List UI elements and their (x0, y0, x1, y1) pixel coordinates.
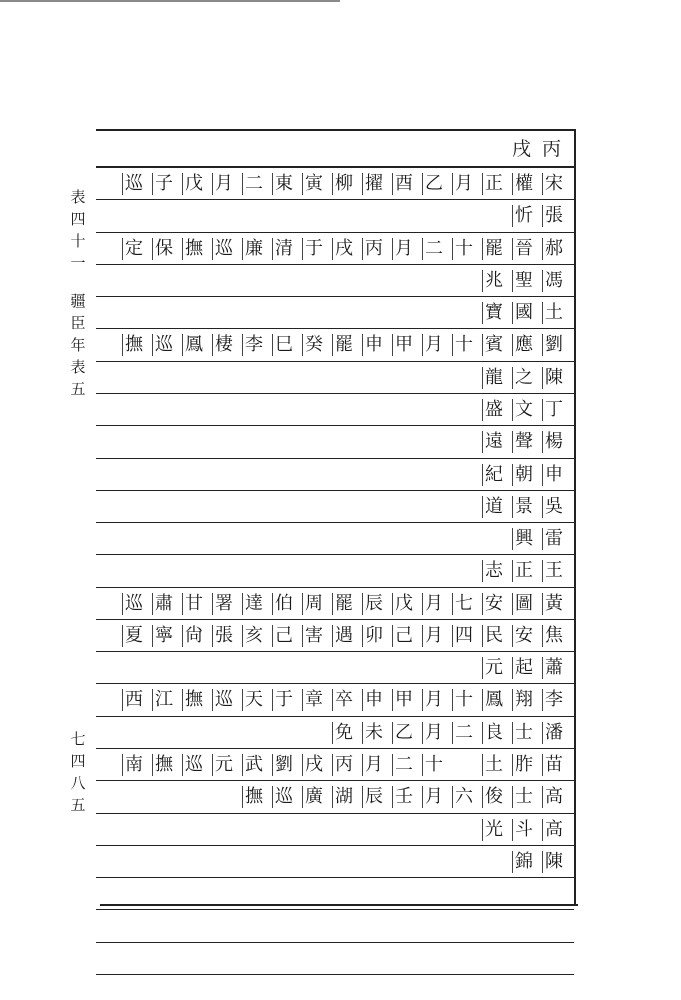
table-row (96, 394, 580, 426)
table-cell: 土 (542, 302, 565, 324)
table-cell: 壬 (392, 786, 415, 808)
table-cell: 罷 (332, 334, 355, 356)
table-row (96, 781, 580, 813)
table-cell: 鳳 (182, 334, 205, 356)
table-cell: 鳳 (482, 689, 505, 711)
table-cell: 肅 (152, 593, 175, 615)
table-cell: 紀 (482, 464, 505, 486)
margin-char: 十 (70, 232, 86, 250)
table-row (96, 588, 580, 620)
table-cell: 六 (452, 786, 475, 808)
table-cell: 陳 (542, 851, 565, 873)
row-rule (96, 974, 574, 975)
table-row (96, 168, 580, 200)
table-row (96, 943, 580, 975)
table-cell: 戊 (182, 173, 205, 195)
table-cell: 之 (512, 367, 535, 389)
table-cell: 棲 (212, 334, 235, 356)
table-cell: 安 (512, 625, 535, 647)
margin-table-number (66, 186, 90, 400)
table-cell: 遇 (332, 625, 355, 647)
table-cell: 保 (152, 238, 175, 260)
table-cell: 斗 (512, 819, 535, 841)
year-stem: 丙 (542, 138, 562, 160)
table-cell: 月 (422, 625, 445, 647)
table-row (96, 814, 580, 846)
table-cell: 撫 (152, 754, 175, 776)
table-cell: 甘 (182, 593, 205, 615)
table-cell: 乙 (422, 173, 445, 195)
table-top-rule (96, 129, 574, 131)
margin-char: 疆 (70, 292, 86, 310)
table-cell: 署 (212, 593, 235, 615)
table-cell: 巳 (272, 334, 295, 356)
table-cell: 忻 (512, 205, 535, 227)
table-row (96, 491, 580, 523)
table-cell: 高 (542, 786, 565, 808)
table-cell: 土 (482, 754, 505, 776)
margin-char: 表 (70, 358, 86, 376)
table-cell: 四 (452, 625, 475, 647)
table-row (96, 717, 580, 749)
table-cell: 乙 (392, 722, 415, 744)
table-cell: 國 (512, 302, 535, 324)
table-cell: 江 (152, 689, 175, 711)
table-cell: 罷 (482, 238, 505, 260)
table-cell: 巡 (182, 754, 205, 776)
table-cell: 十 (452, 689, 475, 711)
page-number-char: 七 (70, 730, 86, 748)
table-cell: 月 (422, 593, 445, 615)
table-row (96, 297, 580, 329)
table-cell: 月 (212, 173, 235, 195)
table-cell: 二 (392, 754, 415, 776)
margin-char: 一 (70, 254, 86, 272)
table-cell: 廉 (242, 238, 265, 260)
table-cell: 害 (302, 625, 325, 647)
table-cell: 擢 (362, 173, 385, 195)
table-cell: 巡 (212, 689, 235, 711)
table-cell: 罷 (332, 593, 355, 615)
table-row (96, 910, 580, 942)
table-cell: 民 (482, 625, 505, 647)
table-cell: 二 (422, 238, 445, 260)
table-cell: 寅 (302, 173, 325, 195)
table-cell: 柳 (332, 173, 355, 195)
table-cell: 申 (362, 334, 385, 356)
table-row (96, 555, 580, 587)
table-cell: 辰 (362, 593, 385, 615)
table-cell: 景 (512, 496, 535, 518)
table-cell: 宋 (542, 173, 565, 195)
table-row (96, 749, 580, 781)
table-cell: 翔 (512, 689, 535, 711)
table-cell: 道 (482, 496, 505, 518)
table-cell: 武 (242, 754, 265, 776)
table-cell: 未 (362, 722, 385, 744)
table-cell: 十 (452, 334, 475, 356)
table-row (96, 265, 580, 297)
table-cell: 伯 (272, 593, 295, 615)
table-cell: 巡 (212, 238, 235, 260)
table-cell: 士 (512, 722, 535, 744)
table-cell: 月 (422, 722, 445, 744)
table-cell: 癸 (302, 334, 325, 356)
table-cell: 戌 (332, 238, 355, 260)
table-cell: 子 (152, 173, 175, 195)
table-cell: 巡 (272, 786, 295, 808)
table-cell: 焦 (542, 625, 565, 647)
table-cell: 苗 (542, 754, 565, 776)
table-cell: 達 (242, 593, 265, 615)
page-number-char: 八 (70, 774, 86, 792)
table-cell: 晉 (512, 238, 535, 260)
table-cell: 十 (452, 238, 475, 260)
table-cell: 兆 (482, 270, 505, 292)
table-cell: 良 (482, 722, 505, 744)
table-cell: 章 (302, 689, 325, 711)
table-cell: 月 (392, 238, 415, 260)
table-cell: 郝 (542, 238, 565, 260)
table-cell: 南 (122, 754, 145, 776)
table-cell: 陳 (542, 367, 565, 389)
table-cell: 元 (482, 657, 505, 679)
table-cell: 東 (272, 173, 295, 195)
table-cell: 西 (122, 689, 145, 711)
table-cell: 二 (242, 173, 265, 195)
table-cell: 權 (512, 173, 535, 195)
table-cell: 湖 (332, 786, 355, 808)
table-cell: 于 (302, 238, 325, 260)
table-row (96, 878, 580, 910)
top-rule (0, 0, 340, 2)
margin-char: 年 (70, 336, 86, 354)
table-cell: 酉 (392, 173, 415, 195)
table-cell: 月 (422, 786, 445, 808)
table-row (96, 523, 580, 555)
table-cell: 雷 (542, 528, 565, 550)
table-cell: 周 (302, 593, 325, 615)
table-cell: 李 (242, 334, 265, 356)
table-cell: 免 (332, 722, 355, 744)
table-cell: 馮 (542, 270, 565, 292)
table-row (96, 846, 580, 878)
table-cell: 撫 (182, 238, 205, 260)
table-cell: 聖 (512, 270, 535, 292)
table-cell: 尙 (182, 625, 205, 647)
table-cell: 廣 (302, 786, 325, 808)
page-number-char: 四 (70, 752, 86, 770)
table-cell: 黃 (542, 593, 565, 615)
table-cell: 朝 (512, 464, 535, 486)
table-cell: 亥 (242, 625, 265, 647)
table-cell: 龍 (482, 367, 505, 389)
margin-page-number (66, 728, 90, 816)
table-cell: 賓 (482, 334, 505, 356)
table-cell: 甲 (392, 334, 415, 356)
table-cell: 于 (272, 689, 295, 711)
table-cell: 高 (542, 819, 565, 841)
table-cell: 錦 (512, 851, 535, 873)
table-cell: 楊 (542, 431, 565, 453)
table-cell: 張 (542, 205, 565, 227)
table-cell: 劉 (542, 334, 565, 356)
table-row (96, 233, 580, 265)
table-cell: 戌 (302, 754, 325, 776)
table-cell: 丙 (362, 238, 385, 260)
table-cell: 正 (512, 560, 535, 582)
table-cell: 聲 (512, 431, 535, 453)
table-cell: 俊 (482, 786, 505, 808)
table-cell: 文 (512, 399, 535, 421)
table-cell: 李 (542, 689, 565, 711)
table-cell: 劉 (272, 754, 295, 776)
table-cell: 應 (512, 334, 535, 356)
table-cell: 甲 (392, 689, 415, 711)
table-cell: 夏 (122, 625, 145, 647)
table-cell: 丙 (332, 754, 355, 776)
table-cell: 巡 (152, 334, 175, 356)
table-cell: 巡 (122, 593, 145, 615)
table-row (96, 426, 580, 458)
table-cell: 寶 (482, 302, 505, 324)
table-cell: 天 (242, 689, 265, 711)
margin-char: 臣 (70, 314, 86, 332)
margin-char: 四 (70, 210, 86, 228)
table-cell: 志 (482, 560, 505, 582)
table-cell: 撫 (122, 334, 145, 356)
table-cell: 卯 (362, 625, 385, 647)
table-cell: 辰 (362, 786, 385, 808)
table-cell: 清 (272, 238, 295, 260)
table-cell: 定 (122, 238, 145, 260)
table-cell: 士 (512, 786, 535, 808)
table-row (96, 652, 580, 684)
table-cell: 圖 (512, 593, 535, 615)
table-cell: 戊 (392, 593, 415, 615)
table-cell: 卒 (332, 689, 355, 711)
table-cell: 月 (422, 334, 445, 356)
table-cell: 王 (542, 560, 565, 582)
table-cell: 起 (512, 657, 535, 679)
table-cell: 七 (452, 593, 475, 615)
table-row (96, 200, 580, 232)
table-cell: 潘 (542, 722, 565, 744)
table-cell: 申 (542, 464, 565, 486)
table-cell: 蕭 (542, 657, 565, 679)
table-row (96, 620, 580, 652)
margin-char: 五 (70, 380, 86, 398)
table-cell: 二 (452, 722, 475, 744)
table-cell: 十 (422, 754, 445, 776)
table-row (96, 684, 580, 716)
table-cell: 月 (452, 173, 475, 195)
table-cell: 丁 (542, 399, 565, 421)
table-cell: 申 (362, 689, 385, 711)
table-cell: 吳 (542, 496, 565, 518)
table-cell: 撫 (182, 689, 205, 711)
table-row (96, 329, 580, 361)
table-cell: 遠 (482, 431, 505, 453)
table-row (96, 459, 580, 491)
table-cell: 月 (422, 689, 445, 711)
table-cell: 撫 (242, 786, 265, 808)
table-cell: 寧 (152, 625, 175, 647)
table-cell: 正 (482, 173, 505, 195)
table-row (96, 362, 580, 394)
table-cell: 己 (392, 625, 415, 647)
margin-char: 表 (70, 188, 86, 206)
table-cell: 張 (212, 625, 235, 647)
table-cell: 己 (272, 625, 295, 647)
table-cell: 月 (362, 754, 385, 776)
page-number-char: 五 (70, 796, 86, 814)
table-cell: 光 (482, 819, 505, 841)
table-cell: 盛 (482, 399, 505, 421)
year-branch: 戌 (512, 138, 532, 160)
table-cell: 胙 (512, 754, 535, 776)
table-cell: 興 (512, 528, 535, 550)
table-cell: 安 (482, 593, 505, 615)
table-cell: 元 (212, 754, 235, 776)
table-cell: 巡 (122, 173, 145, 195)
